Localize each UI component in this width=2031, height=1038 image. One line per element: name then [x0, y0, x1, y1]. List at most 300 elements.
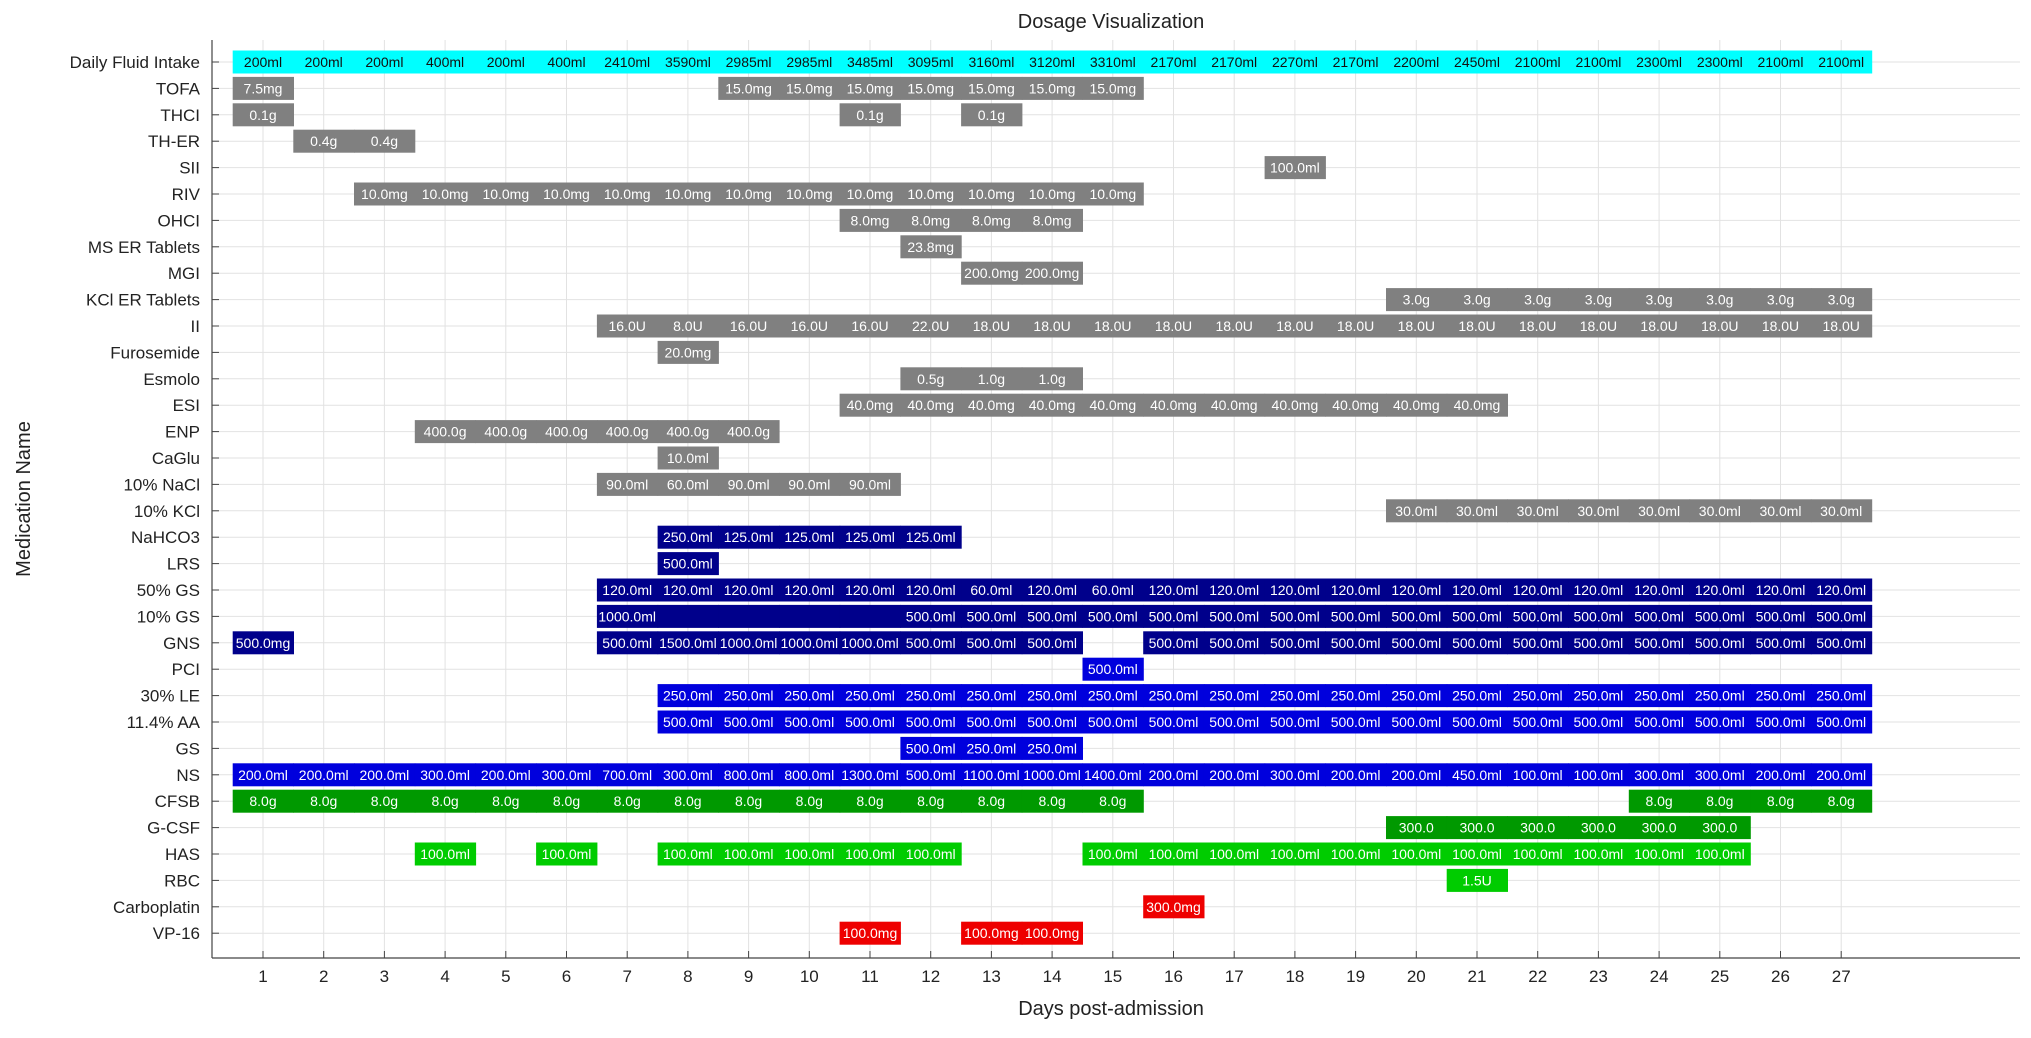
- dosage-value-label: 100.0ml: [1269, 159, 1320, 176]
- y-tick-label: Carboplatin: [113, 897, 200, 917]
- dosage-value-label: 500.0ml: [1573, 714, 1624, 730]
- x-tick-label: 18: [1285, 967, 1305, 986]
- dosage-value-label: 8.0mg: [971, 212, 1011, 229]
- dosage-value-label: 200.0ml: [1148, 766, 1199, 783]
- dosage-value-label: 500.0ml: [1087, 661, 1138, 678]
- dosage-value-label: 3.0g: [1402, 291, 1430, 308]
- dosage-value-label: 250.0ml: [905, 687, 956, 704]
- dosage-value-label: 500.0mg: [235, 634, 291, 651]
- dosage-value-label: 400.0g: [484, 423, 528, 440]
- dosage-cell: [718, 605, 779, 628]
- dosage-value-label: 18.0U: [1215, 318, 1253, 334]
- dosage-value-label: 120.0ml: [784, 582, 835, 598]
- dosage-value-label: 200ml: [243, 54, 283, 70]
- dosage-value-label: 1300.0ml: [841, 766, 899, 783]
- dosage-value-label: 120.0ml: [662, 582, 713, 598]
- dosage-value-label: 60.0ml: [970, 582, 1013, 598]
- dosage-cell: [658, 605, 719, 628]
- dosage-value-label: 100.0ml: [1087, 846, 1138, 862]
- x-tick-label: 19: [1346, 967, 1366, 986]
- dosage-value-label: 8.0g: [1766, 793, 1795, 810]
- y-tick-label: GS: [175, 739, 200, 759]
- dosage-value-label: 800.0ml: [723, 766, 774, 783]
- dosage-value-label: 18.0U: [1033, 318, 1071, 334]
- y-tick-label: CFSB: [154, 792, 200, 812]
- dosage-value-label: 500.0ml: [1027, 634, 1078, 651]
- dosage-value-label: 200ml: [304, 54, 343, 70]
- y-tick-label: HAS: [165, 845, 200, 864]
- dosage-value-label: 500.0ml: [905, 608, 956, 625]
- dosage-value-label: 100.0ml: [1634, 846, 1685, 862]
- x-tick-label: 13: [981, 967, 1001, 986]
- dosage-value-label: 250.0ml: [966, 740, 1017, 757]
- dosage-value-label: 3.0g: [1524, 291, 1552, 308]
- dosage-value-label: 400.0g: [605, 423, 649, 440]
- x-tick-label: 16: [1164, 967, 1183, 986]
- dosage-value-label: 8.0g: [370, 793, 399, 810]
- y-tick-label: OHCI: [157, 211, 200, 231]
- x-tick-label: 9: [743, 967, 754, 986]
- dosage-value-label: 500.0ml: [845, 714, 895, 730]
- dosage-value-label: 250.0ml: [1755, 687, 1806, 704]
- dosage-value-label: 200.0ml: [238, 766, 288, 783]
- dosage-value-label: 20.0mg: [664, 344, 712, 361]
- dosage-value-label: 500.0ml: [1816, 714, 1867, 730]
- dosage-value-label: 15.0mg: [907, 80, 955, 97]
- dosage-value-label: 2100ml: [1818, 54, 1865, 70]
- dosage-value-label: 500.0ml: [1087, 714, 1138, 730]
- dosage-value-label: 90.0ml: [788, 476, 831, 493]
- dosage-value-label: 300.0ml: [662, 766, 713, 783]
- dosage-value-label: 10.0mg: [482, 186, 530, 202]
- dosage-value-label: 500.0ml: [1148, 634, 1199, 651]
- dosage-value-label: 250.0ml: [784, 687, 835, 704]
- dosage-value-label: 40.0mg: [1028, 397, 1076, 414]
- dosage-value-label: 125.0ml: [845, 529, 895, 546]
- dosage-value-label: 120.0ml: [1694, 582, 1745, 598]
- dosage-value-label: 250.0ml: [1816, 687, 1867, 704]
- dosage-value-label: 500.0ml: [1634, 634, 1685, 651]
- dosage-value-label: 400.0g: [666, 423, 710, 440]
- dosage-value-label: 2100ml: [1514, 54, 1561, 70]
- dosage-value-label: 30.0ml: [1638, 502, 1681, 519]
- dosage-value-label: 500.0ml: [1452, 714, 1502, 730]
- dosage-value-label: 3310ml: [1089, 54, 1136, 70]
- dosage-value-label: 500.0ml: [1694, 634, 1745, 651]
- dosage-value-label: 250.0ml: [966, 687, 1017, 704]
- x-tick-label: 24: [1649, 967, 1669, 986]
- dosage-value-label: 100.0ml: [1573, 846, 1624, 862]
- dosage-value-label: 500.0ml: [1269, 714, 1320, 730]
- dosage-value-label: 100.0ml: [1512, 846, 1563, 862]
- dosage-value-label: 10.0mg: [361, 186, 408, 202]
- dosage-value-label: 40.0mg: [1150, 397, 1197, 414]
- y-tick-label: RBC: [164, 871, 200, 891]
- dosage-value-label: 100.0ml: [1269, 846, 1320, 862]
- dosage-value-label: 8.0mg: [850, 212, 890, 229]
- dosage-value-label: 500.0ml: [1027, 714, 1078, 730]
- y-tick-label: TH-ER: [148, 132, 200, 152]
- dosage-value-label: 3.0g: [1645, 291, 1673, 308]
- y-axis-label: Medication Name: [13, 421, 35, 577]
- dosage-value-label: 250.0ml: [1512, 687, 1563, 704]
- dosage-value-label: 18.0U: [1822, 318, 1860, 334]
- y-tick-label: NaHCO3: [131, 528, 200, 548]
- dosage-value-label: 500.0ml: [1452, 634, 1502, 651]
- dosage-value-label: 0.4g: [310, 133, 338, 150]
- dosage-value-label: 400.0g: [545, 423, 588, 440]
- y-tick-label: CaGlu: [151, 449, 200, 468]
- dosage-value-label: 2410ml: [604, 54, 651, 70]
- dosage-value-label: 8.0g: [1645, 793, 1673, 810]
- dosage-value-label: 18.0U: [1519, 318, 1557, 334]
- dosage-value-label: 500.0ml: [966, 608, 1017, 625]
- dosage-value-label: 2170ml: [1211, 54, 1258, 70]
- y-tick-label: NS: [176, 765, 200, 785]
- dosage-value-label: 500.0ml: [905, 634, 956, 651]
- dosage-cell: [840, 605, 901, 628]
- dosage-value-label: 120.0ml: [723, 582, 774, 598]
- dosage-value-label: 30.0ml: [1395, 502, 1438, 519]
- dosage-value-label: 120.0ml: [1330, 582, 1381, 598]
- dosage-value-label: 0.1g: [856, 106, 884, 123]
- dosage-value-label: 300.0ml: [541, 766, 592, 783]
- dosage-value-label: 1100.0ml: [963, 766, 1020, 783]
- dosage-value-label: 500.0ml: [1694, 714, 1745, 730]
- y-tick-label: 10% KCl: [133, 501, 200, 521]
- dosage-value-label: 100.0ml: [420, 846, 471, 862]
- dosage-value-label: 120.0ml: [845, 582, 895, 598]
- dosage-value-label: 300.0ml: [420, 766, 471, 783]
- dosage-value-label: 60.0ml: [666, 476, 709, 493]
- y-tick-label: RIV: [171, 185, 200, 204]
- dosage-value-label: 500.0ml: [1755, 714, 1806, 730]
- dosage-value-label: 200.0ml: [480, 766, 531, 783]
- dosage-value-label: 300.0: [1641, 819, 1677, 836]
- dosage-value-label: 2170ml: [1150, 54, 1197, 70]
- dosage-value-label: 400.0g: [423, 423, 467, 440]
- x-tick-label: 15: [1103, 967, 1123, 986]
- dosage-value-label: 1.0g: [1038, 370, 1066, 387]
- dosage-value-label: 40.0mg: [968, 397, 1015, 414]
- dosage-value-label: 16.0U: [790, 318, 828, 334]
- dosage-value-label: 10.0mg: [664, 186, 712, 202]
- dosage-value-label: 18.0U: [972, 318, 1011, 334]
- y-tick-label: II: [190, 317, 200, 336]
- dosage-value-label: 10.0mg: [603, 186, 651, 202]
- y-tick-label: G-CSF: [147, 818, 200, 838]
- dosage-value-label: 450.0ml: [1452, 766, 1502, 783]
- dosage-value-label: 60.0ml: [1091, 582, 1134, 598]
- y-tick-label: PCI: [171, 660, 200, 680]
- dosage-value-label: 1.5U: [1462, 872, 1492, 889]
- dosage-value-label: 30.0ml: [1698, 502, 1741, 519]
- dosage-value-label: 500.0ml: [602, 634, 653, 651]
- dosage-value-label: 500.0ml: [1755, 634, 1806, 651]
- dosage-value-label: 2985ml: [725, 54, 772, 70]
- dosage-value-label: 500.0ml: [1573, 608, 1624, 625]
- chart-title: Dosage Visualization: [1017, 11, 1205, 33]
- dosage-value-label: 18.0U: [1701, 318, 1739, 334]
- dosage-value-label: 8.0g: [977, 793, 1006, 810]
- x-tick-label: 1: [258, 967, 268, 986]
- dosage-value-label: 23.8mg: [907, 238, 955, 255]
- y-tick-label: 10% GS: [136, 607, 200, 627]
- dosage-value-label: 10.0mg: [1089, 186, 1137, 202]
- dosage-value-label: 500.0ml: [1209, 714, 1260, 730]
- dosage-value-label: 500.0ml: [1573, 634, 1624, 651]
- dosage-value-label: 800.0ml: [784, 766, 835, 783]
- dosage-value-label: 250.0ml: [1027, 740, 1078, 757]
- dosage-value-label: 1000.0ml: [598, 608, 656, 625]
- dosage-value-label: 8.0g: [613, 793, 641, 810]
- dosage-value-label: 500.0ml: [1391, 608, 1442, 625]
- dosage-value-label: 300.0: [1520, 819, 1556, 836]
- dosage-value-label: 15.0mg: [785, 80, 833, 97]
- dosage-value-label: 250.0ml: [1148, 687, 1199, 704]
- dosage-value-label: 90.0ml: [727, 476, 770, 493]
- dosage-value-label: 125.0ml: [723, 529, 774, 546]
- dosage-value-label: 500.0ml: [1269, 608, 1320, 625]
- dosage-value-label: 400ml: [547, 54, 586, 70]
- y-tick-label: KCl ER Tablets: [85, 290, 200, 310]
- dosage-value-label: 300.0: [1398, 819, 1434, 836]
- dosage-value-label: 2170ml: [1332, 54, 1379, 70]
- dosage-value-label: 120.0ml: [1512, 582, 1563, 598]
- dosage-value-label: 8.0g: [1099, 793, 1127, 810]
- dosage-value-label: 10.0mg: [543, 186, 590, 202]
- dosage-value-label: 200.0ml: [298, 766, 349, 783]
- x-tick-label: 10: [799, 967, 819, 986]
- dosage-value-label: 30.0ml: [1759, 502, 1802, 519]
- dosage-value-label: 3.0g: [1766, 291, 1795, 308]
- dosage-value-label: 100.0mg: [842, 925, 898, 942]
- dosage-value-label: 100.0mg: [964, 925, 1019, 942]
- y-tick-label: 11.4% AA: [126, 713, 200, 732]
- dosage-value-label: 10.0mg: [1028, 186, 1076, 202]
- x-tick-label: 3: [379, 967, 390, 986]
- dosage-value-label: 500.0ml: [1512, 714, 1563, 730]
- dosage-value-label: 10.0mg: [785, 186, 833, 202]
- dosage-value-label: 250.0ml: [1209, 687, 1260, 704]
- x-tick-label: 23: [1588, 967, 1608, 986]
- y-tick-label: TOFA: [155, 79, 200, 99]
- dosage-value-label: 200.0ml: [1816, 766, 1867, 783]
- x-tick-label: 5: [501, 967, 511, 986]
- x-tick-label: 20: [1406, 967, 1426, 986]
- dosage-value-label: 1.0g: [977, 370, 1006, 387]
- dosage-value-label: 3.0g: [1584, 291, 1613, 308]
- dosage-value-label: 15.0mg: [968, 80, 1015, 97]
- dosage-value-label: 500.0ml: [662, 714, 713, 730]
- dosage-value-label: 100.0ml: [723, 846, 774, 862]
- dosage-value-label: 125.0ml: [784, 529, 835, 546]
- y-tick-label: Esmolo: [143, 369, 200, 389]
- x-tick-label: 14: [1042, 967, 1062, 986]
- dosage-value-label: 40.0mg: [1392, 397, 1440, 414]
- dosage-value-label: 100.0ml: [1573, 766, 1624, 783]
- dosage-value-label: 18.0U: [1336, 318, 1375, 334]
- dosage-value-label: 120.0ml: [1573, 582, 1624, 598]
- dosage-value-label: 18.0U: [1579, 318, 1618, 334]
- dosage-value-label: 300.0mg: [1146, 898, 1201, 915]
- dosage-value-label: 0.5g: [917, 370, 945, 387]
- dosage-value-label: 300.0: [1580, 819, 1616, 836]
- dosage-value-label: 700.0ml: [602, 766, 653, 783]
- dosage-value-label: 500.0ml: [1816, 634, 1867, 651]
- x-tick-label: 17: [1224, 967, 1244, 986]
- dosage-value-label: 120.0ml: [1148, 582, 1199, 598]
- dosage-value-label: 10.0mg: [968, 186, 1015, 202]
- dosage-value-label: 16.0U: [851, 318, 889, 334]
- dosage-value-label: 500.0ml: [1087, 608, 1138, 625]
- dosage-value-label: 1000.0ml: [1023, 766, 1081, 783]
- dosage-value-label: 40.0mg: [907, 397, 955, 414]
- dosage-value-label: 40.0mg: [1332, 397, 1379, 414]
- dosage-value-label: 500.0ml: [1694, 608, 1745, 625]
- dosage-value-label: 250.0ml: [1634, 687, 1685, 704]
- dosage-value-label: 8.0g: [249, 793, 277, 810]
- dosage-value-label: 120.0ml: [1452, 582, 1502, 598]
- dosage-value-label: 8.0g: [552, 793, 581, 810]
- dosage-value-label: 250.0ml: [662, 687, 713, 704]
- dosage-value-label: 500.0ml: [966, 714, 1017, 730]
- dosage-value-label: 120.0ml: [1755, 582, 1806, 598]
- dosage-value-label: 90.0ml: [848, 476, 892, 493]
- dosage-value-label: 250.0ml: [662, 529, 713, 546]
- dosage-value-label: 250.0ml: [1269, 687, 1320, 704]
- x-tick-label: 26: [1771, 967, 1790, 986]
- dosage-value-label: 200ml: [486, 54, 525, 70]
- dosage-value-label: 8.0g: [310, 793, 338, 810]
- dosage-value-label: 500.0ml: [1209, 634, 1260, 651]
- dosage-value-label: 8.0g: [1827, 793, 1855, 810]
- dosage-value-label: 100.0ml: [1391, 846, 1442, 862]
- dosage-value-label: 1400.0ml: [1084, 766, 1142, 783]
- dosage-value-label: 2985ml: [786, 54, 833, 70]
- x-tick-label: 11: [861, 967, 879, 986]
- y-tick-label: Daily Fluid Intake: [69, 53, 200, 72]
- dosage-value-label: 120.0ml: [1269, 582, 1320, 598]
- dosage-value-label: 10.0mg: [725, 186, 772, 202]
- dosage-value-label: 18.0U: [1397, 318, 1435, 334]
- dosage-value-label: 100.0ml: [662, 846, 713, 862]
- x-tick-label: 12: [921, 967, 941, 986]
- dosage-value-label: 500.0ml: [784, 714, 835, 730]
- dosage-value-label: 2270ml: [1271, 54, 1318, 70]
- dosage-value-label: 500.0ml: [723, 714, 774, 730]
- dosage-value-label: 15.0mg: [725, 80, 772, 97]
- dosage-value-label: 18.0U: [1761, 318, 1800, 334]
- dosage-value-label: 500.0ml: [1330, 634, 1381, 651]
- y-tick-label: ENP: [165, 422, 200, 442]
- y-tick-labels: [70, 53, 219, 943]
- dosage-value-label: 120.0ml: [1027, 582, 1078, 598]
- dosage-value-label: 300.0: [1459, 819, 1495, 836]
- dosage-value-label: 100.0ml: [1512, 766, 1563, 783]
- dosage-value-label: 30.0ml: [1455, 502, 1499, 519]
- dosage-value-label: 250.0ml: [1391, 687, 1442, 704]
- y-tick-label: ESI: [172, 396, 200, 416]
- dosage-value-label: 0.4g: [370, 133, 399, 150]
- dosage-value-label: 18.0U: [1094, 318, 1132, 334]
- dosage-value-label: 250.0ml: [1330, 687, 1381, 704]
- dosage-value-label: 500.0ml: [1209, 608, 1260, 625]
- dosage-value-label: 500.0ml: [662, 555, 713, 572]
- dosage-value-label: 250.0ml: [1087, 687, 1138, 704]
- dosage-value-label: 200.0ml: [1755, 766, 1806, 783]
- y-tick-label: LRS: [166, 554, 200, 574]
- dosage-value-label: 500.0ml: [1330, 714, 1381, 730]
- dosage-value-label: 250.0ml: [723, 687, 774, 704]
- dosage-value-label: 8.0g: [856, 793, 884, 810]
- dosage-value-label: 100.0ml: [905, 846, 956, 862]
- x-tick-label: 27: [1831, 967, 1851, 986]
- dosage-value-label: 100.0ml: [1330, 846, 1381, 862]
- dosage-value-label: 500.0ml: [1269, 634, 1320, 651]
- dosage-value-label: 500.0ml: [1634, 608, 1685, 625]
- dosage-value-label: 0.1g: [977, 106, 1006, 123]
- dosage-value-label: 10.0mg: [421, 186, 469, 202]
- dosage-value-label: 3.0g: [1706, 291, 1734, 308]
- y-tick-label: Furosemide: [110, 343, 200, 363]
- dosage-value-label: 3.0g: [1827, 291, 1855, 308]
- y-tick-label: GNS: [163, 633, 200, 653]
- dosage-value-label: 500.0ml: [1391, 714, 1442, 730]
- dosage-value-label: 10.0ml: [666, 450, 709, 466]
- dosage-value-label: 40.0mg: [1089, 397, 1137, 414]
- dosage-value-label: 100.0ml: [1209, 846, 1260, 862]
- dosage-value-label: 125.0ml: [905, 529, 956, 546]
- dosage-value-label: 400.0g: [727, 423, 771, 440]
- dosage-value-label: 8.0mg: [1032, 212, 1072, 229]
- dosage-value-label: 200.0mg: [1024, 265, 1080, 282]
- dosage-value-label: 100.0ml: [1148, 846, 1199, 862]
- dosage-value-label: 40.0mg: [1271, 397, 1319, 414]
- y-tick-label: THCI: [160, 105, 200, 125]
- x-tick-label: 6: [561, 967, 572, 986]
- y-tick-label: SII: [179, 158, 200, 178]
- dosage-value-label: 8.0g: [917, 793, 945, 810]
- dosage-value-label: 200.0ml: [1209, 766, 1260, 783]
- dosage-value-label: 500.0ml: [966, 634, 1017, 651]
- dosage-value-label: 16.0U: [608, 318, 646, 334]
- dosage-value-label: 8.0g: [734, 793, 763, 810]
- dosage-value-label: 8.0mg: [911, 212, 951, 229]
- y-tick-label: 10% NaCl: [123, 475, 200, 495]
- dosage-value-label: 2300ml: [1636, 54, 1683, 70]
- y-tick-label: VP-16: [152, 924, 200, 944]
- x-axis-label: Days post-admission: [1018, 998, 1204, 1020]
- dosage-value-label: 18.0U: [1640, 318, 1678, 334]
- x-tick-label: 7: [622, 967, 632, 986]
- dosage-value-label: 1000.0ml: [841, 634, 899, 651]
- dosage-value-label: 400ml: [426, 54, 465, 70]
- dosage-value-label: 8.0g: [1038, 793, 1066, 810]
- dosage-value-label: 500.0ml: [1148, 714, 1199, 730]
- dosage-value-label: 1000.0ml: [780, 634, 839, 651]
- dosage-value-label: 8.0U: [673, 318, 703, 334]
- dosage-value-label: 3120ml: [1029, 54, 1076, 70]
- dosage-value-label: 15.0mg: [846, 80, 894, 97]
- dosage-value-label: 30.0ml: [1516, 502, 1559, 519]
- dosage-value-label: 10.0mg: [907, 186, 955, 202]
- dosage-value-label: 100.0ml: [784, 846, 835, 862]
- dosage-value-label: 10.0mg: [846, 186, 894, 202]
- dosage-value-label: 18.0U: [1276, 318, 1314, 334]
- dosage-value-label: 100.0ml: [1694, 846, 1745, 862]
- dosage-value-label: 8.0g: [795, 793, 823, 810]
